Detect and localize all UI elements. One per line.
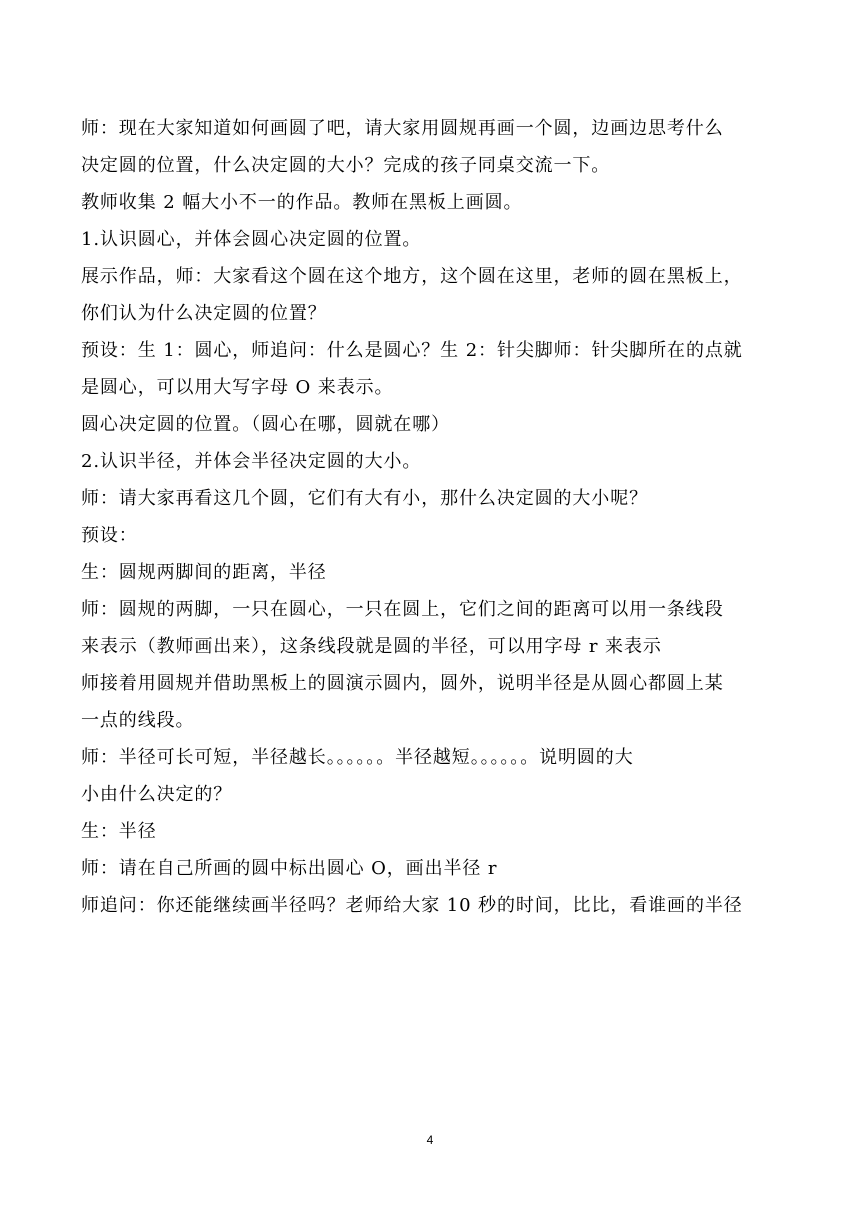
page-number: 4 [426,1133,434,1147]
paragraph [81,258,781,332]
paragraph [81,184,781,221]
text-line: 一点的线段。 [81,710,195,731]
text-line: 预设： [81,525,138,546]
paragraph [81,517,781,554]
paragraph [81,665,781,739]
paragraph [81,591,781,665]
text-line: 师：现在大家知道如何画圆了吧，请大家用圆规再画一个圆，边画边思考什么 [81,118,724,139]
paragraph [81,406,781,443]
document-body [81,110,781,924]
text-line: 师：请大家再看这几个圆，它们有大有小，那什么决定圆的大小呢？ [81,488,648,509]
text-line: 师：请在自己所画的圆中标出圆心 O，画出半径 r [81,858,498,879]
paragraph [81,887,781,924]
text-line: 小由什么决定的？ [81,784,233,805]
text-line: 展示作品，师：大家看这个圆在这个地方，这个圆在这里，老师的圆在黑板上， [81,266,743,287]
text-line: 2.认识半径，并体会半径决定圆的大小。 [81,451,422,472]
paragraph [81,850,781,887]
text-line: 1.认识圆心，并体会圆心决定圆的位置。 [81,229,422,250]
text-line: 来表示（教师画出来），这条线段就是圆的半径，可以用字母 r 来表示 [81,636,662,657]
text-line: 师：半径可长可短，半径越长。。。。。。半径越短。。。。。。说明圆的大 [81,747,634,768]
paragraph [81,813,781,850]
text-line: 生：半径 [81,821,157,842]
text-line: 师：圆规的两脚，一只在圆心，一只在圆上，它们之间的距离可以用一条线段 [81,599,724,620]
text-line: 决定圆的位置，什么决定圆的大小？完成的孩子同桌交流一下。 [81,155,611,176]
text-line: 你们认为什么决定圆的位置？ [81,303,327,324]
paragraph [81,110,781,184]
text-line: 是圆心，可以用大写字母 O 来表示。 [81,377,394,398]
section-heading [81,443,781,480]
text-line: 教师收集 2 幅大小不一的作品。教师在黑板上画圆。 [81,192,523,213]
paragraph [81,739,781,813]
text-line: 生：圆规两脚间的距离，半径 [81,562,327,583]
text-line: 预设：生 1：圆心，师追问：什么是圆心？生 2：针尖脚师：针尖脚所在的点就 [81,340,743,361]
paragraph [81,332,781,406]
text-line: 师接着用圆规并借助黑板上的圆演示圆内，圆外，说明半径是从圆心都圆上某 [81,673,724,694]
paragraph [81,554,781,591]
paragraph [81,480,781,517]
text-line: 圆心决定圆的位置。（圆心在哪，圆就在哪） [81,414,450,435]
text-line: 师追问：你还能继续画半径吗？老师给大家 10 秒的时间，比比，看谁画的半径 [81,895,743,916]
section-heading [81,221,781,258]
